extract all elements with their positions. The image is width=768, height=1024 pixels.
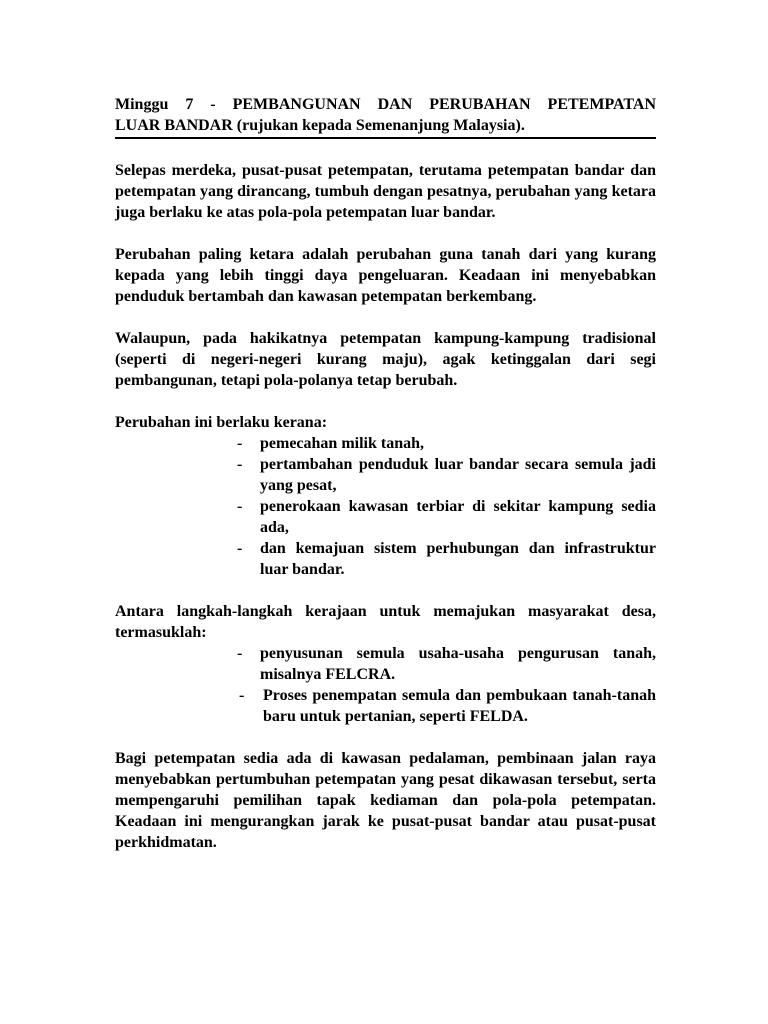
dash-bullet: - [237,435,243,452]
paragraph-1: Selepas merdeka, pusat-pusat petempatan, terutama petempatan bandar dan petempatan yang dirancang, tumbuh dengan pesatnya, perubahan yang ketara juga berlaku ke atas pola-pola petempatan luar bandar. [115,162,656,221]
dash-bullet: - [237,540,243,557]
list-item [115,643,656,685]
list-item-text: Proses penempatan semula dan pembukaan tanah-tanah baru untuk pertanian, seperti FELDA. [263,687,656,725]
dash-bullet: - [237,645,243,662]
spacer [115,391,656,412]
dash-bullet: - [237,498,243,515]
spacer [115,139,656,160]
dash-bullet: - [237,456,243,473]
closing-paragraph: Bagi petempatan sedia ada di kawasan pedalaman, pembinaan jalan raya menyebabkan pertumbuhan petempatan yang pesat dikawasan tersebut, serta mempengaruhi pemilihan tapak kediaman dan pola-pola petempatan. Keadaan ini mengurangkan jarak ke pusat-pusat bandar atau pusat-pusat perkhidmatan. [115,750,656,851]
list-item [115,496,656,538]
title-line-1: Minggu 7 - PEMBANGUNAN DAN PERUBAHAN PETEMPATAN [115,96,656,113]
reasons-list [115,433,656,580]
list-item-text: penerokaan kawasan terbiar di sekitar kampung sedia ada, [260,498,656,536]
title-line-2: LUAR BANDAR (rujukan kepada Semenanjung Malaysia). [115,117,525,134]
list-item-text: pertambahan penduduk luar bandar secara semula jadi yang pesat, [260,456,656,494]
steps-intro: Antara langkah-langkah kerajaan untuk memajukan masyarakat desa, termasuklah: [115,603,656,641]
page-title [115,94,656,139]
paragraph-2: Perubahan paling ketara adalah perubahan guna tanah dari yang kurang kepada yang lebih tinggi daya pengeluaran. Keadaan ini menyebabkan penduduk bertambah dan kawasan petempatan berkembang. [115,246,656,305]
document-body [115,94,656,853]
list-item [115,454,656,496]
list-item [115,685,656,727]
paragraph-3: Walaupun, pada hakikatnya petempatan kampung-kampung tradisional (seperti di negeri-negeri kurang maju), agak ketinggalan dari segi pembangunan, tetapi pola-polanya tetap berubah. [115,330,656,389]
spacer [115,580,656,601]
steps-list [115,643,656,727]
spacer [115,223,656,244]
spacer [115,727,656,748]
reasons-intro: Perubahan ini berlaku kerana: [115,414,328,431]
dash-bullet: - [239,687,245,704]
list-item-text: penyusunan semula usaha-usaha pengurusan tanah, misalnya FELCRA. [260,645,656,683]
list-item-text: dan kemajuan sistem perhubungan dan infrastruktur luar bandar. [260,540,656,578]
list-item [115,538,656,580]
list-item-text: pemecahan milik tanah, [260,435,425,452]
list-item [115,433,656,454]
spacer [115,307,656,328]
